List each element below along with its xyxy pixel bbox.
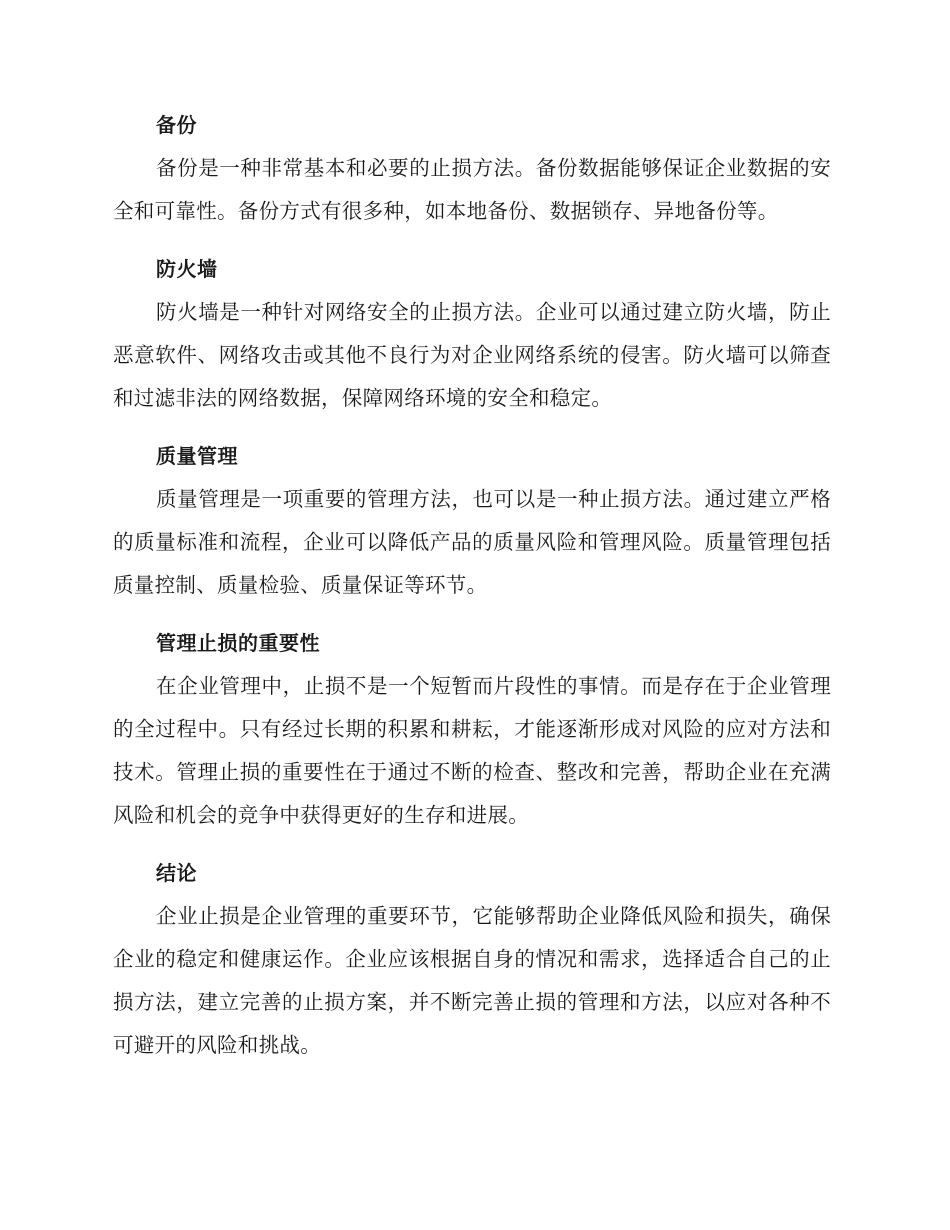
section-body-backup: 备份是一种非常基本和必要的止损方法。备份数据能够保证企业数据的安全和可靠性。备份方式有很多种，如本地备份、数据锁存、异地备份等。: [113, 156, 831, 223]
section-body-quality-management: 质量管理是一项重要的管理方法，也可以是一种止损方法。通过建立严格的质量标准和流程，企业可以降低产品的质量风险和管理风险。质量管理包括质量控制、质量检验、质量保证等环节。: [113, 487, 831, 597]
section-title-importance: 管理止损的重要性: [156, 631, 320, 655]
section-body-conclusion: 企业止损是企业管理的重要环节，它能够帮助企业降低风险和损失，确保企业的稳定和健康运作。企业应该根据自身的情况和需求，选择适合自己的止损方法，建立完善的止损方案，并不断完善止损的管理和方法，以应对各种不可避开的风险和挑战。: [113, 904, 831, 1057]
section-title-firewall: 防火墙: [156, 257, 218, 281]
section-body-firewall: 防火墙是一种针对网络安全的止损方法。企业可以通过建立防火墙，防止恶意软件、网络攻击或其他不良行为对企业网络系统的侵害。防火墙可以筛查和过滤非法的网络数据，保障网络环境的安全和稳定。: [113, 300, 831, 410]
section-title-conclusion: 结论: [156, 861, 197, 885]
document-page: [113, 103, 831, 1081]
section-title-quality-management: 质量管理: [156, 444, 238, 468]
section-title-backup: 备份: [156, 113, 197, 137]
section-body-importance: 在企业管理中，止损不是一个短暂而片段性的事情。而是存在于企业管理的全过程中。只有经过长期的积累和耕耘，才能逐渐形成对风险的应对方法和技术。管理止损的重要性在于通过不断的检查、整改和完善，帮助企业在充满风险和机会的竞争中获得更好的生存和进展。: [113, 674, 831, 827]
